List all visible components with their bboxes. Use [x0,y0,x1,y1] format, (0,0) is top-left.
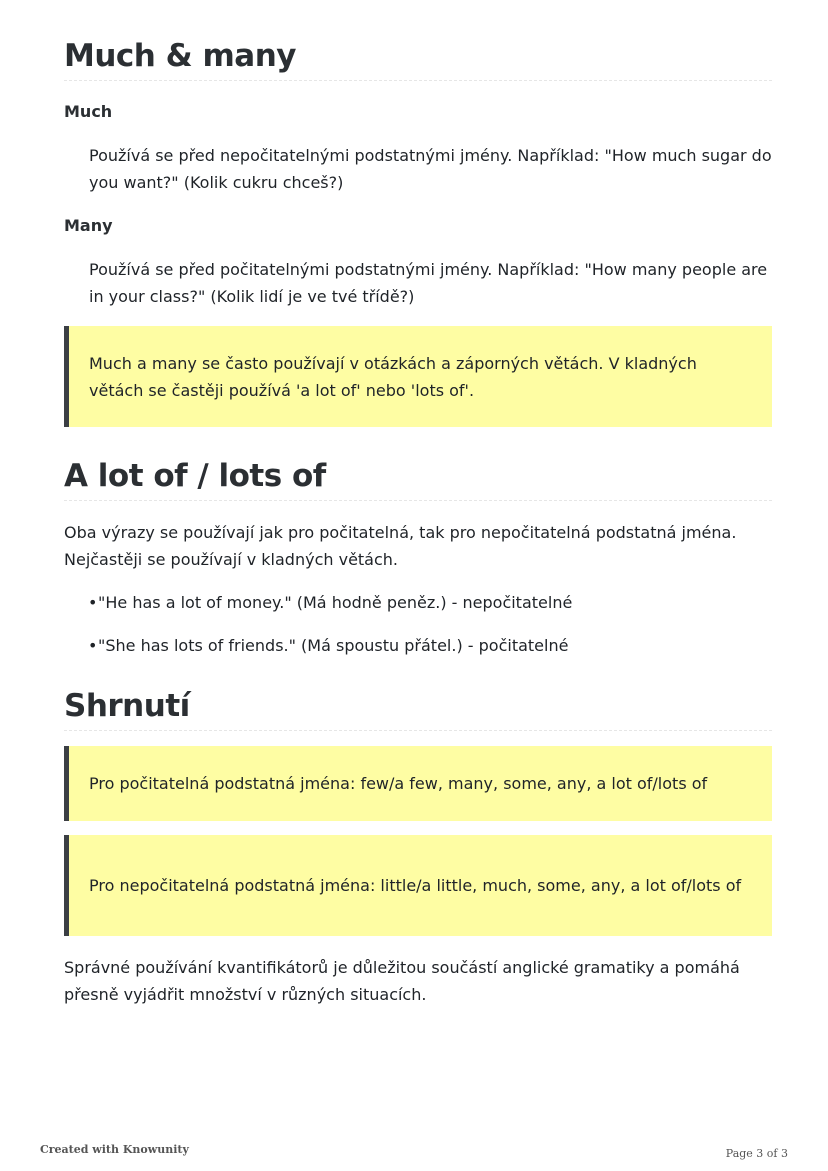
bullet-icon: • [88,593,98,612]
callout-uncountable [64,835,772,936]
summary-conclusion: Správné používání kvantifikátorů je důležitou součástí anglické gramatiky a pomáhá přesně vyjádřit množství v různých situacích. [64,958,740,1004]
much-explanation: Používá se před nepočitatelnými podstatnými jmény. Například: "How much sugar do you want?" (Kolik cukru chceš?) [89,146,772,192]
list-item: • "He has a lot of money." (Má hodně peněz.) - nepočitatelné [64,589,772,616]
callout-text: Much a many se často používají v otázkách a záporných větách. V kladných větách se častěji používá 'a lot of' nebo 'lots of'. [89,353,697,400]
callout-text: Pro nepočitatelná podstatná jména: little/a little, much, some, any, a lot of/lots of [89,876,742,895]
callout-text: Pro počitatelná podstatná jména: few/a few, many, some, any, a lot of/lots of [89,774,708,793]
list-item: • "She has lots of friends." (Má spoustu přátel.) - počitatelné [64,632,772,659]
subheading-many: Many [64,216,113,235]
bullet-icon: • [88,636,98,655]
section-heading-summary: Shrnutí [64,688,772,731]
footer-created-with: Created with Knowunity [40,1143,189,1156]
examples-list [64,589,772,659]
callout-countable [64,746,772,821]
subheading-much: Much [64,102,113,121]
footer-page-number: Page 3 of 3 [725,1147,788,1160]
callout-much-many-note [64,326,772,427]
section-heading-a-lot-of: A lot of / lots of [64,458,772,501]
section-heading-much-many: Much & many [64,38,772,81]
many-explanation: Používá se před počitatelnými podstatnými jmény. Například: "How many people are in your class?" (Kolik lidí je ve tvé třídě?) [89,260,768,306]
a-lot-of-intro: Oba výrazy se používají jak pro počitatelná, tak pro nepočitatelná podstatná jména. Nejčastěji se používají v kladných větách. [64,523,737,569]
